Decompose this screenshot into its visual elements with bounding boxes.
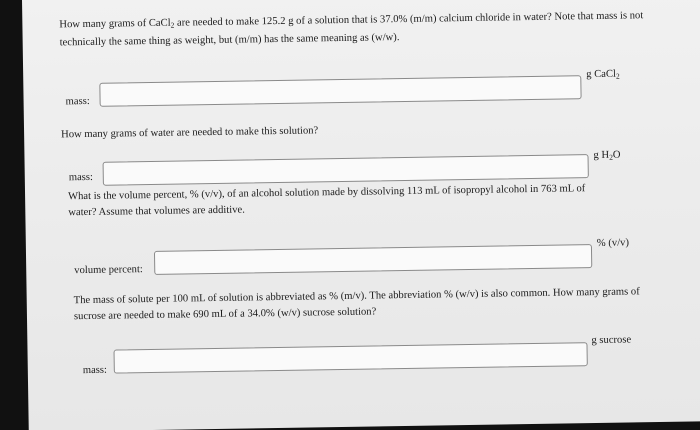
question-1-label: mass: — [65, 95, 90, 108]
question-1-mass-input[interactable] — [99, 75, 581, 107]
question-2-text: How many grams of water are needed to make this solution? — [61, 125, 319, 141]
question-4-unit: g sucrose — [591, 334, 632, 347]
question-4-mass-input[interactable] — [114, 342, 588, 373]
question-3-unit: % (v/v) — [596, 237, 630, 249]
question-3-label: volume percent: — [74, 264, 143, 277]
question-3-volume-percent-input[interactable] — [154, 244, 592, 275]
question-1-text: How many grams of CaCl$_2$ are needed to make 125.2 g of a solution that is 37.0% (m/m) calcium chloride in water? Note that mass is not technically the same thing as weight, but (m/m) has the same meaning as (w/w). — [59, 10, 644, 49]
question-2-unit: g $H_2O$ — [593, 149, 621, 162]
question-2-mass-input[interactable] — [103, 154, 589, 186]
worksheet-page — [22, 0, 700, 430]
question-3-text: What is the volume percent, % (v/v), of an alcohol solution made by dissolving 113 mL of isopropyl alcohol in 763 mL of water? Assume that volumes are additive. — [68, 183, 586, 219]
question-2-label: mass: — [68, 171, 94, 184]
question-4-label: mass: — [82, 364, 108, 377]
question-4-text: The mass of solute per 100 mL of solution is abbreviated as % (m/v). The abbreviation % (w/v) is also common. How many grams of sucrose are needed to make 690 mL of a 34.0% (w/v) sucrose solution? — [73, 286, 640, 323]
question-1-unit: g CaCl$_2$ — [586, 68, 620, 81]
